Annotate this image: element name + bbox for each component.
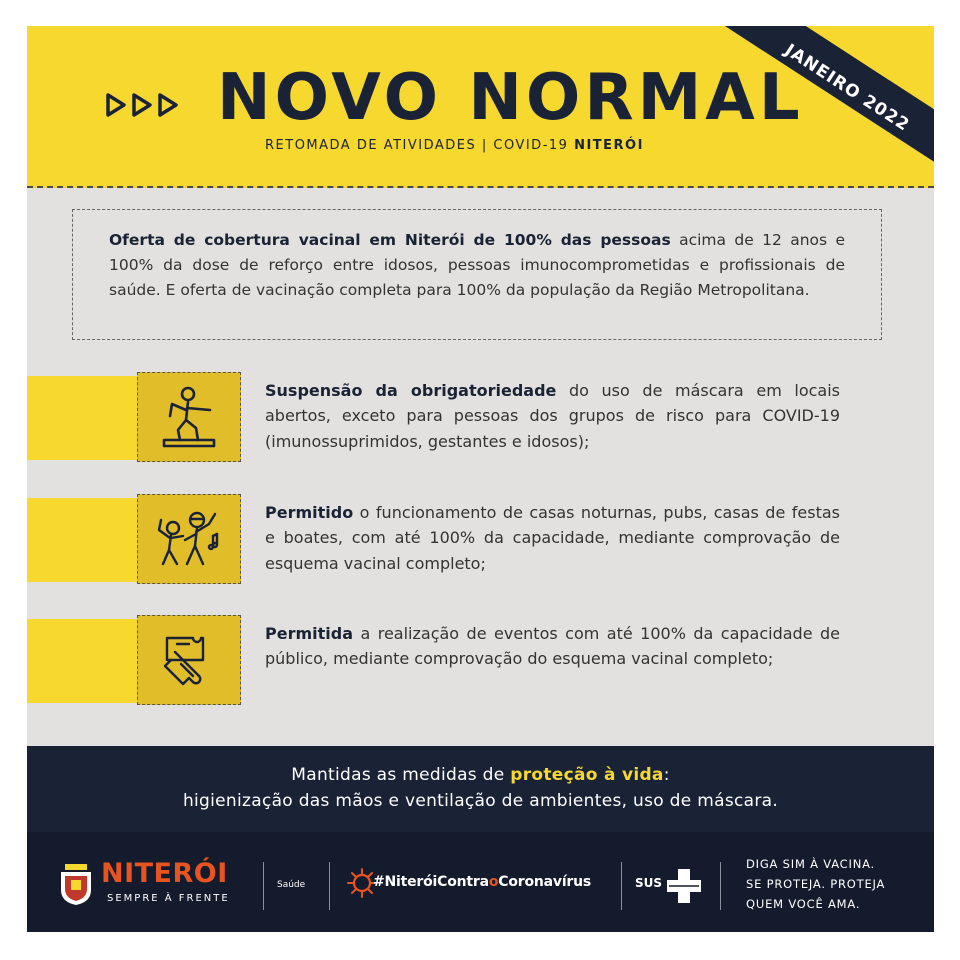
divider — [263, 862, 264, 910]
vaccine-slogan — [746, 854, 885, 914]
slogan-line: SE PROTEJA. PROTEJA — [746, 877, 886, 892]
subtitle-main: RETOMADA DE ATIVIDADES | COVID-19 — [265, 138, 575, 153]
date-ribbon-label: JANEIRO 2022 — [780, 40, 914, 136]
sus-cross-icon — [665, 867, 703, 905]
footer-message-line2: higienização das mãos e ventilação de ambientes, uso de máscara. — [182, 791, 779, 812]
footer — [27, 832, 934, 932]
play-arrows-icon — [105, 92, 179, 118]
measure-text — [265, 378, 840, 454]
measure-body: o funcionamento de casas noturnas, pubs, casas de festas e boates, com até 100% da capacidade, mediante comprovação de esquema vacinal completo; — [265, 503, 840, 573]
footer-message-post: : — [663, 765, 670, 785]
slogan-line: QUEM VOCÊ AMA. — [746, 897, 861, 912]
footer-message — [27, 746, 934, 832]
campaign-hashtag — [373, 874, 591, 890]
accent-bar — [27, 376, 139, 460]
measure-bold: Permitido — [265, 503, 354, 522]
footer-message-pre: Mantidas as medidas de — [291, 765, 511, 785]
measure-bold: Suspensão da obrigatoriedade — [265, 381, 557, 400]
slogan-line: DIGA SIM À VACINA. — [746, 857, 876, 871]
dancing-icon — [137, 494, 241, 584]
city-logo-name: NITERÓI — [101, 858, 228, 889]
intro-text: acima de 12 anos e 100% da dose de reforço entre idosos, pessoas imunocomprometidas e profissionais de saúde. E oferta de vacinação completa para 100% da população da Região Metropolitana. — [109, 231, 845, 299]
hashtag-part: #NiteróiContra — [373, 874, 489, 890]
header — [27, 26, 934, 188]
measure-text — [265, 500, 840, 576]
measure-body: do uso de máscara em locais abertos, exceto para pessoas dos grupos de risco para COVID-19 (imunossuprimidos, gestantes e idosos); — [265, 381, 840, 451]
subtitle-city: NITERÓI — [574, 138, 644, 153]
measure-item — [27, 615, 934, 707]
measure-item — [27, 494, 934, 586]
measure-item — [27, 372, 934, 464]
intro-box — [72, 209, 882, 340]
divider — [621, 862, 622, 910]
page-title: NOVO NORMAL — [217, 61, 804, 135]
measure-text — [265, 621, 840, 672]
hashtag-part: o — [488, 874, 499, 890]
accent-bar — [27, 619, 139, 703]
measure-body: a realização de eventos com até 100% da capacidade de público, mediante comprovação do esquema vacinal completo; — [265, 624, 840, 669]
divider — [329, 862, 330, 910]
city-logo-tagline: SEMPRE À FRENTE — [107, 893, 230, 904]
department-label: Saúde — [277, 880, 306, 890]
exercise-icon — [137, 372, 241, 462]
sus-logo-text: SUS — [635, 876, 663, 890]
ticket-icon — [137, 615, 241, 705]
page-subtitle — [265, 138, 644, 153]
intro-bold: Oferta de cobertura vacinal em Niterói de 100% das pessoas — [109, 231, 671, 249]
poster — [27, 26, 934, 932]
divider — [720, 862, 721, 910]
hashtag-part: Coronavírus — [498, 874, 592, 890]
coat-of-arms-icon — [57, 862, 95, 906]
accent-bar — [27, 498, 139, 582]
footer-message-highlight: proteção à vida — [510, 765, 664, 785]
measure-bold: Permitida — [265, 624, 354, 643]
footer-message-line1 — [27, 762, 934, 788]
